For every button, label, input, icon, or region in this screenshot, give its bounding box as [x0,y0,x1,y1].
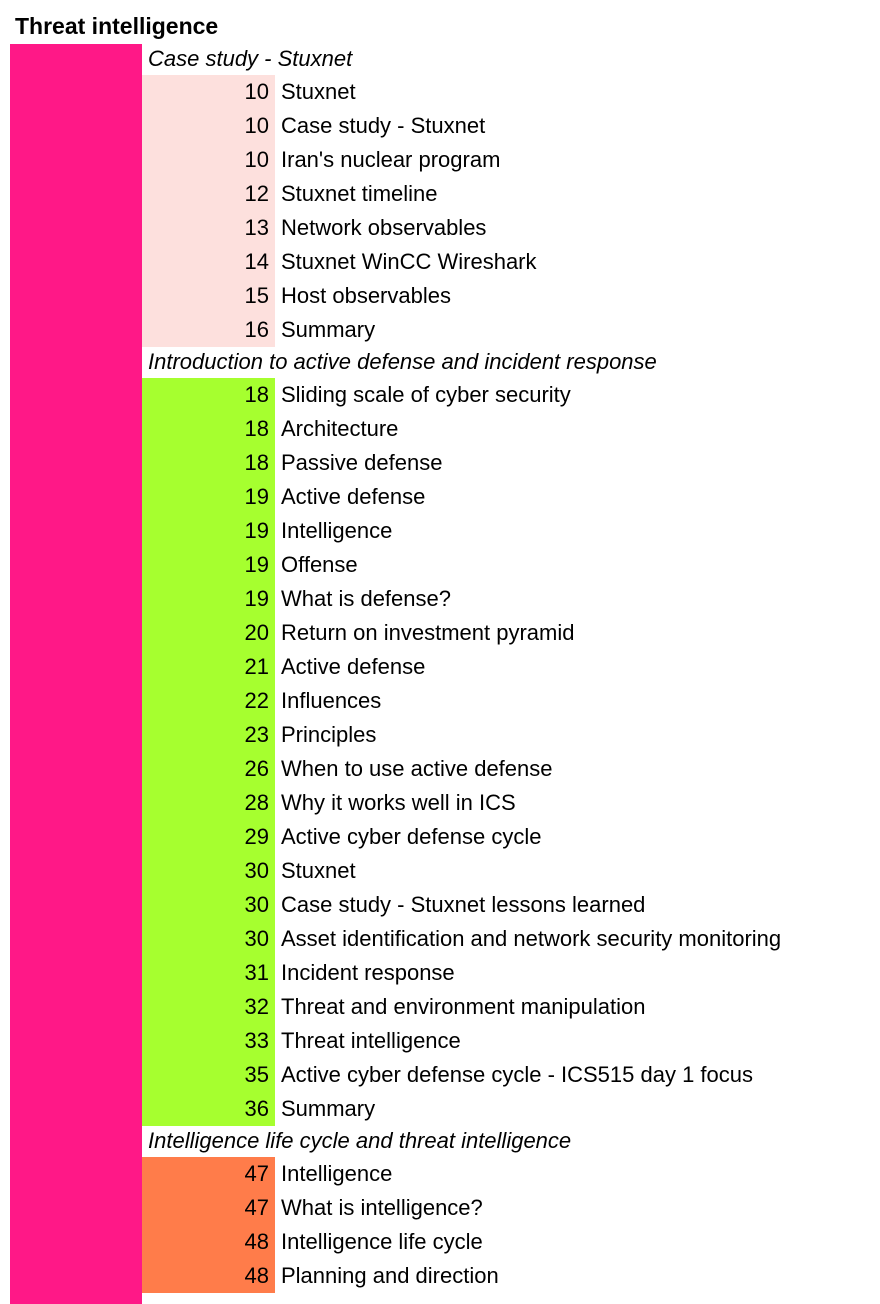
index-entry [142,412,880,446]
index-entry [142,143,880,177]
index-entry [142,684,880,718]
index-entry [142,990,880,1024]
entry-label: Incident response [281,960,455,985]
page-number: 19 [142,514,275,548]
index-entry [142,177,880,211]
page-number: 35 [142,1058,275,1092]
entry-label: Stuxnet [281,858,356,883]
entry-label: Stuxnet [281,79,356,104]
page-number: 19 [142,548,275,582]
page-number: 30 [142,922,275,956]
index-entry [142,279,880,313]
entry-label: Case study - Stuxnet [281,113,486,138]
index-entry [142,1058,880,1092]
entry-label: Architecture [281,416,399,441]
page-number: 22 [142,684,275,718]
index-entry [142,548,880,582]
page-number: 15 [142,279,275,313]
index-entry [142,650,880,684]
entry-label: Stuxnet timeline [281,181,438,206]
page-number: 19 [142,582,275,616]
index-section [142,44,880,347]
index-entry [142,820,880,854]
page-number: 18 [142,378,275,412]
entry-label: Asset identification and network security monitoring [281,926,782,951]
index-entry [142,1092,880,1126]
entry-label: Stuxnet WinCC Wireshark [281,249,537,274]
page-number: 10 [142,109,275,143]
index-entry [142,514,880,548]
index-entry [142,854,880,888]
index-entry [142,956,880,990]
page-number: 26 [142,752,275,786]
index-section [142,347,880,1126]
index-entry [142,752,880,786]
page-number: 29 [142,820,275,854]
index-entry [142,480,880,514]
index-content [142,44,880,1293]
index-entry [142,75,880,109]
entry-label: Active defense [281,654,426,679]
page-number: 16 [142,313,275,347]
page-number: 48 [142,1225,275,1259]
index-entry [142,888,880,922]
index-entry [142,245,880,279]
page-number: 47 [142,1191,275,1225]
page-number: 10 [142,143,275,177]
entry-label: Summary [281,317,376,342]
page-number: 32 [142,990,275,1024]
page-number: 23 [142,718,275,752]
page-number: 19 [142,480,275,514]
entry-label: Principles [281,722,377,747]
entry-label: Why it works well in ICS [281,790,516,815]
index-entry [142,1259,880,1293]
index-entry [142,109,880,143]
index-entry [142,211,880,245]
entry-label: When to use active defense [281,756,553,781]
entry-label: Passive defense [281,450,443,475]
index-entry [142,616,880,650]
entry-label: Threat intelligence [281,1028,461,1053]
entry-label: Threat and environment manipulation [281,994,646,1019]
entry-label: Summary [281,1096,376,1121]
page-number: 18 [142,446,275,480]
entry-label: Case study - Stuxnet lessons learned [281,892,646,917]
index-entry [142,786,880,820]
entry-label: Return on investment pyramid [281,620,575,645]
page-number: 30 [142,888,275,922]
page-number: 36 [142,1092,275,1126]
index-entry [142,378,880,412]
page-number: 20 [142,616,275,650]
index-entry [142,446,880,480]
entry-label: Intelligence [281,1161,393,1186]
section-title: Introduction to active defense and incident response [148,349,657,374]
page-number: 12 [142,177,275,211]
entry-label: Active cyber defense cycle - ICS515 day 1 focus [281,1062,754,1087]
page-number: 48 [142,1259,275,1293]
entry-label: Intelligence life cycle [281,1229,483,1254]
page-number: 21 [142,650,275,684]
entry-label: Planning and direction [281,1263,499,1288]
entry-label: Sliding scale of cyber security [281,382,571,407]
entry-label: Influences [281,688,382,713]
page-number: 30 [142,854,275,888]
page-number: 33 [142,1024,275,1058]
category-color-bar [10,44,142,1304]
page-number: 28 [142,786,275,820]
page-number: 10 [142,75,275,109]
page-title: Threat intelligence [15,13,219,39]
index-entry [142,922,880,956]
entry-label: Offense [281,552,358,577]
index-entry [142,1191,880,1225]
page-number: 18 [142,412,275,446]
page-number: 14 [142,245,275,279]
entry-label: Host observables [281,283,451,308]
section-title: Case study - Stuxnet [148,46,353,71]
page-number: 13 [142,211,275,245]
entry-label: What is intelligence? [281,1195,483,1220]
section-title: Intelligence life cycle and threat intelligence [148,1128,572,1153]
index-section [142,1126,880,1293]
page-number: 47 [142,1157,275,1191]
index-entry [142,718,880,752]
entry-label: Active cyber defense cycle [281,824,542,849]
index-entry [142,1157,880,1191]
index-entry [142,582,880,616]
entry-label: What is defense? [281,586,451,611]
entry-label: Intelligence [281,518,393,543]
entry-label: Network observables [281,215,487,240]
index-entry [142,1024,880,1058]
entry-label: Iran's nuclear program [281,147,501,172]
index-entry [142,1225,880,1259]
index-entry [142,313,880,347]
entry-label: Active defense [281,484,426,509]
page-number: 31 [142,956,275,990]
